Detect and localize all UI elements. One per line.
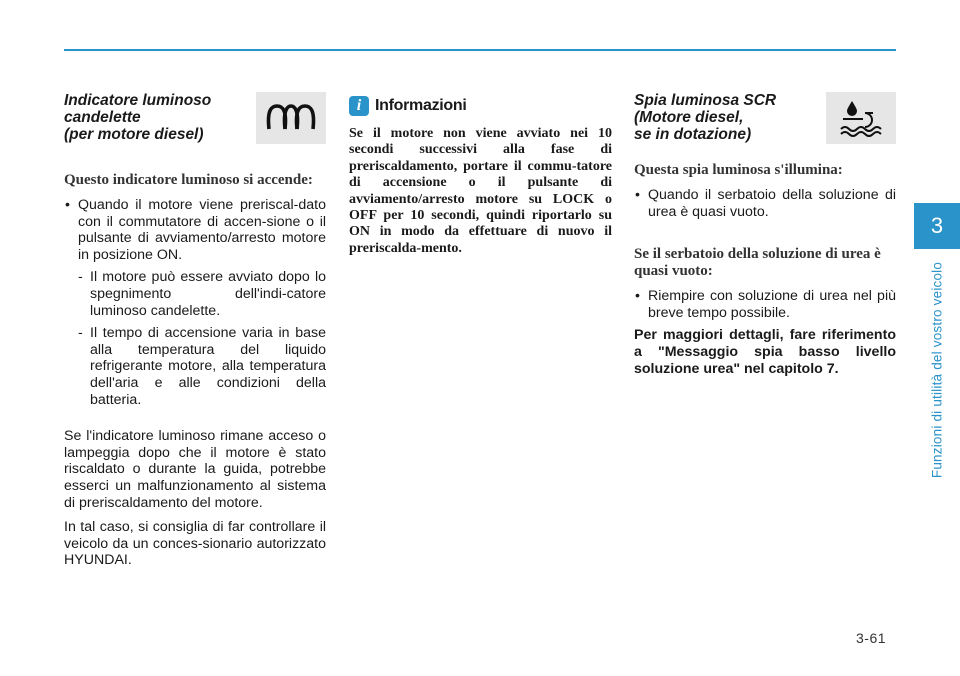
glow-plug-section: [64, 92, 326, 577]
paragraph: In tal caso, si consiglia di far controllare il veicolo da un conces-sionario autorizzato HYUNDAI.: [64, 519, 326, 569]
bullet-item: • Quando il motore viene preriscal-dato con il commutatore di accen-sione o il pulsante di avviamento/arresto motore in posizione ON.: [64, 197, 326, 263]
dash-item: - Il tempo di accensione varia in base alla temperatura del liquido refrigerante motore, alla temperatura dell'aria e alle condizioni della batteria.: [64, 325, 326, 408]
urea-level-icon: [826, 92, 896, 144]
bullet-item: • Riempire con soluzione di urea nel più breve tempo possibile.: [634, 288, 896, 321]
dash-item: - Il motore può essere avviato dopo lo spegnimento dell'indi-catore luminoso candelette.: [64, 269, 326, 319]
title-line-2: (Motore diesel,: [634, 109, 744, 126]
info-icon: i: [349, 96, 369, 116]
top-rule: [64, 49, 896, 51]
info-header: [349, 96, 612, 116]
subheading: Questa spia luminosa s'illumina:: [634, 162, 843, 178]
section-header: [634, 92, 896, 152]
title-line-3: se in dotazione): [634, 126, 752, 143]
section-title: [634, 92, 776, 143]
title-line-1: Indicatore luminoso: [64, 92, 212, 109]
info-title: Informazioni: [375, 97, 467, 114]
bullet-item: • Quando il serbatoio della soluzione di urea è quasi vuoto.: [634, 187, 896, 220]
section-header: [64, 92, 326, 152]
title-line-1: Spia luminosa SCR: [634, 92, 777, 109]
reference-note: Per maggiori dettagli, fare riferimento a "Messaggio spia basso livello soluzione urea" nel capitolo 7.: [634, 327, 896, 377]
subheading: Se il serbatoio della soluzione di urea è quasi vuoto:: [634, 246, 881, 280]
scr-section: [634, 92, 896, 385]
info-text: Se il motore non viene avviato nei 10 secondi successivi alla fase di preriscaldamento, portare il commu-tatore di accensione o il pulsante di avviamento/arresto motore su LOCK o OFF per 10 secondi, quindi riportarlo su ON in modo da effettuare di nuovo il preriscalda-mento.: [349, 126, 612, 256]
page-number: 3-61: [856, 630, 887, 646]
paragraph: Se l'indicatore luminoso rimane acceso o lampeggia dopo che il motore è stato riscaldato o durante la guida, potrebbe esserci un malfunzionamento al sistema di preriscaldamento del motore.: [64, 428, 326, 511]
subheading: Questo indicatore luminoso si accende:: [64, 172, 313, 188]
title-line-3: (per motore diesel): [64, 126, 204, 143]
glow-plug-icon: [256, 92, 326, 144]
chapter-tab: 3: [914, 203, 960, 249]
info-section: [349, 92, 612, 257]
chapter-label: Funzioni di utilità del vostro veicolo: [929, 261, 945, 479]
section-title: [64, 92, 211, 143]
title-line-2: candelette: [64, 109, 141, 126]
